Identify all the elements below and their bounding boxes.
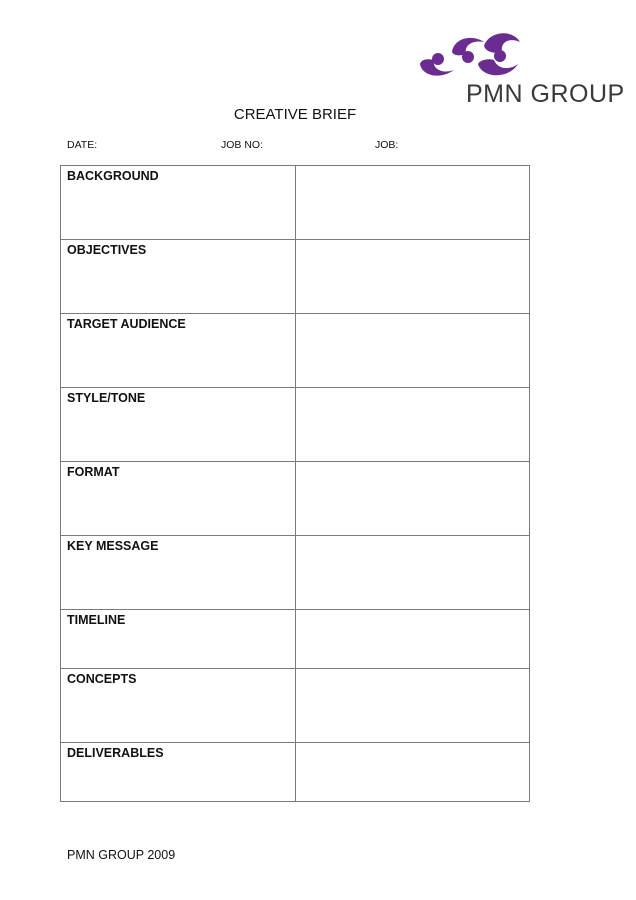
value-cell-format[interactable] xyxy=(296,462,530,536)
table-row-format xyxy=(61,462,530,536)
logo-text: PMN GROUP xyxy=(466,80,625,108)
label-cell xyxy=(61,536,296,610)
value-cell-objectives[interactable] xyxy=(296,240,530,314)
label-cell xyxy=(61,240,296,314)
row-label: KEY MESSAGE xyxy=(67,539,159,553)
table-row-key-message xyxy=(61,536,530,610)
row-label: BACKGROUND xyxy=(67,169,159,183)
label-cell xyxy=(61,743,296,802)
label-cell xyxy=(61,388,296,462)
document-title: CREATIVE BRIEF xyxy=(233,106,357,123)
value-cell-target-audience[interactable] xyxy=(296,314,530,388)
value-cell-style-tone[interactable] xyxy=(296,388,530,462)
label-cell xyxy=(61,462,296,536)
row-label: DELIVERABLES xyxy=(67,746,164,760)
label-cell xyxy=(61,669,296,743)
job-label: JOB: xyxy=(375,139,399,151)
value-cell-timeline[interactable] xyxy=(296,610,530,669)
table-row-background xyxy=(61,166,530,240)
job-no-label: JOB NO: xyxy=(221,139,264,151)
label-cell xyxy=(61,610,296,669)
value-cell-key-message[interactable] xyxy=(296,536,530,610)
label-cell xyxy=(61,314,296,388)
table-row-timeline xyxy=(61,610,530,669)
label-cell xyxy=(61,166,296,240)
row-label: STYLE/TONE xyxy=(67,391,146,405)
brief-table xyxy=(60,165,530,802)
logo-mark-icon xyxy=(418,30,522,80)
row-label: CONCEPTS xyxy=(67,672,137,686)
value-cell-background[interactable] xyxy=(296,166,530,240)
row-label: TIMELINE xyxy=(67,613,126,627)
table-row-style-tone xyxy=(61,388,530,462)
value-cell-concepts[interactable] xyxy=(296,669,530,743)
value-cell-deliverables[interactable] xyxy=(296,743,530,802)
table-row-concepts xyxy=(61,669,530,743)
date-label: DATE: xyxy=(67,139,98,151)
row-label: FORMAT xyxy=(67,465,120,479)
table-row-deliverables xyxy=(61,743,530,802)
company-logo xyxy=(416,30,625,110)
footer-text: PMN GROUP 2009 xyxy=(67,848,176,862)
table-row-target-audience xyxy=(61,314,530,388)
row-label: OBJECTIVES xyxy=(67,243,147,257)
row-label: TARGET AUDIENCE xyxy=(67,317,186,331)
table-row-objectives xyxy=(61,240,530,314)
